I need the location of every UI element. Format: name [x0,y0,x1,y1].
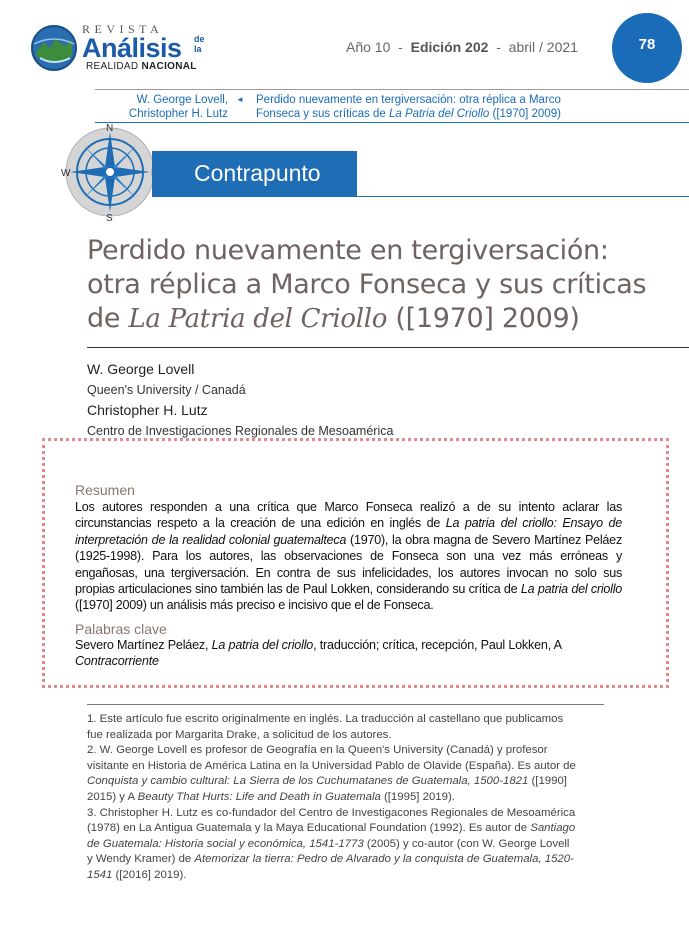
footnote-2: 2. W. George Lovell es profesor de Geografía en la Queen's University (Canadá) y profesor visitante en Historia de América Latina en la Universidad Pablo de Olavide (España). Es autor de Conquista y cambio cultural: La Sierra de los Cuchumatanes de Guatemala, 1500-1821 ([1990] 2015) y A Beauty That Hurts: Life and Death in Guatemala ([1995] 2019). [87,744,576,803]
compass-icon [60,122,160,222]
compass-w-label: W [61,168,71,179]
logo-revista: REVISTA [82,22,164,36]
journal-logo [30,20,230,76]
footnote-1: 1. Este artículo fue escrito originalmente en inglés. La traducción al castellano que publicamos fue realizada por Margarita Drake, a solicitud de los autores. [87,713,564,741]
issue-info: Año 10 - Edición 202 - abril / 2021 [346,39,578,55]
running-head [95,89,689,123]
abstract-heading: Resumen [75,482,135,498]
section-divider [357,196,689,197]
section-label: Contrapunto [194,160,321,186]
logo-analisis: Análisis [82,33,182,63]
globe-icon [30,24,78,72]
author-affiliation: Queen's University / Canadá [87,383,246,397]
logo-realidad-nacional: REALIDAD NACIONAL [86,61,197,72]
running-head-title: Perdido nuevamente en tergiversación: otra réplica a Marco Fonseca y sus críticas de La Patria del Criollo ([1970] 2009) [256,94,561,120]
running-head-authors: W. George Lovell, Christopher H. Lutz [128,94,228,120]
article-title: Perdido nuevamente en tergiversación: otra réplica a Marco Fonseca y sus críticas de La Patria del Criollo ([1970] 2009) [87,235,647,334]
footnote-3: 3. Christopher H. Lutz es co-fundador del Centro de Investigacones Regionales de Mesoamérica (1978) en La Antigua Guatemala y la Maya Educational Foundation (1992). Es autor de Santiago de Guatemala: Historia social y económica, 1541-1773 (2005) y co-autor (con W. George Lovell y Wendy Kramer) de Atemorizar la tierra: Pedro de Alvarado y la conquista de Guatemala, 1520-1541 ([2016] 2019). [87,806,576,881]
issue-year: Año 10 [346,39,391,55]
keywords-heading: Palabras clave [75,621,167,637]
footnote-divider [87,704,604,705]
issue-edition: Edición 202 [410,39,489,55]
issue-date: abril / 2021 [508,39,578,55]
footnotes [87,712,577,884]
logo-dela: de la [194,34,205,54]
author-affiliation: Centro de Investigaciones Regionales de Mesoamérica [87,424,394,438]
title-divider [87,347,689,348]
page-number-badge: 78 [612,13,682,83]
abstract-text: Los autores responden a una crítica que Marco Fonseca realizó a de su intento aclarar las circunstancias respeto a la creación de una edición en inglés de La patria del criollo: Ensayo de interpretación de la realidad colonial guatemalteca (1970), la obra magna de Severo Martínez Peláez (1925-1998). Para los autores, las observaciones de Fonseca son una vez más erróneas y engañosas, una tergiversación. En contra de sus infelicidades, los autores invocan no solo sus propias articulaciones sino también las de Paul Lokken, considerando su crítica de La patria del criollo ([1970] 2009) un análisis más preciso e incisivo que el de Fonseca. [75,500,623,613]
compass-s-label: S [106,213,113,222]
arrow-left-icon: ◄ [236,95,244,104]
author-name: Christopher H. Lutz [87,402,208,418]
compass-n-label: N [106,123,114,134]
keywords-text: Severo Martínez Peláez, La patria del criollo, traducción; crítica, recepción, Paul Lokken, A Contracorriente [75,638,562,668]
author-name: W. George Lovell [87,361,195,377]
section-banner [152,151,357,197]
